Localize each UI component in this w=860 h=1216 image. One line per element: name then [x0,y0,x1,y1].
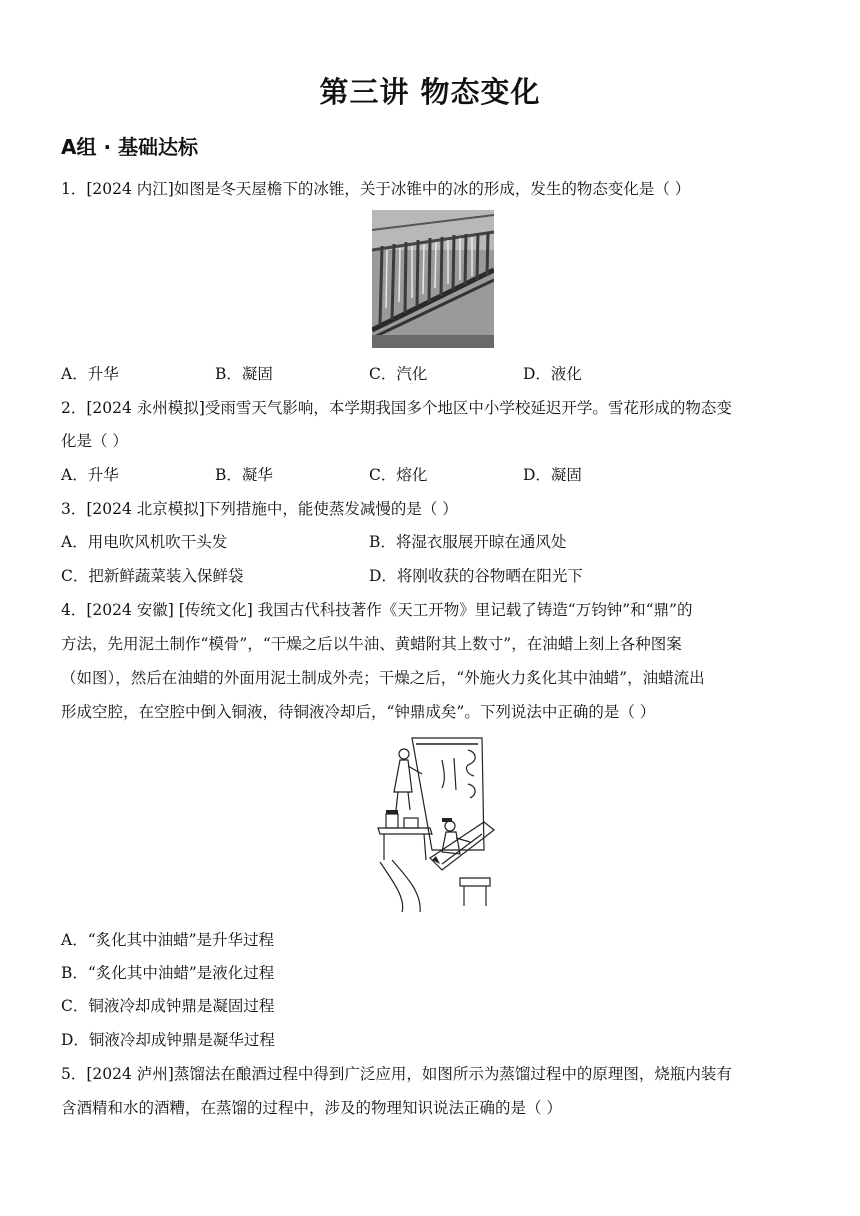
q4-stem-line-2: 方法，先用泥土制作“模骨”，“干燥之后以牛油、黄蜡附其上数寸”，在油蜡上刻上各种图案 [61,635,682,653]
q2-option-c[interactable]: C．熔化 [369,466,428,484]
q2-stem-line-2: 化是（ ） [61,432,128,450]
icicle-illustration [372,210,494,348]
q1-option-d[interactable]: D．液化 [523,365,582,383]
q4-option-d[interactable]: D．铜液冷却成钟鼎是凝华过程 [61,1031,275,1049]
q3-option-c[interactable]: C．把新鲜蔬菜装入保鲜袋 [61,567,244,585]
q3-option-d[interactable]: D．将刚收获的谷物晒在阳光下 [369,567,583,585]
q3-options-row-2 [61,564,801,588]
q3-stem: 3．[2024 北京模拟]下列措施中，能使蒸发减慢的是（ ） [61,500,458,518]
page-title: 第三讲 物态变化 [319,75,541,109]
q5-stem-line-2: 含酒精和水的酒糟，在蒸馏的过程中，涉及的物理知识说法正确的是（ ） [61,1099,562,1117]
q2-stem-line-1: 2．[2024 永州模拟]受雨雪天气影响，本学期我国多个地区中小学校延迟开学。雪花形成的物态变 [61,399,732,417]
q4-stem-line-1: 4．[2024 安徽] [传统文化] 我国古代科技著作《天工开物》里记载了铸造“万钧钟”和“鼎”的 [61,601,693,619]
q1-options [61,362,801,386]
q5-stem-line-1: 5．[2024 泸州]蒸馏法在酿酒过程中得到广泛应用，如图所示为蒸馏过程中的原理图，烧瓶内装有 [61,1065,732,1083]
q3-option-a[interactable]: A．用电吹风机吹干头发 [61,533,228,551]
q4-option-a[interactable]: A．“炙化其中油蜡”是升华过程 [61,931,275,949]
q1-stem: 1．[2024 内江]如图是冬天屋檐下的冰锥，关于冰锥中的冰的形成，发生的物态变化是（ ） [61,180,691,198]
q2-option-a[interactable]: A．升华 [61,466,119,484]
q1-option-b[interactable]: B．凝固 [215,365,273,383]
casting-drawing [372,730,496,914]
q3-option-b[interactable]: B．将湿衣服展开晾在通风处 [369,533,567,551]
q4-stem-line-3: （如图），然后在油蜡的外面用泥土制成外壳；干燥之后，“外施火力炙化其中油蜡”，油蜡流出 [61,669,705,687]
q2-options [61,463,801,487]
q2-option-b[interactable]: B．凝华 [215,466,273,484]
section-heading: A组 · 基础达标 [61,135,199,159]
q4-option-c[interactable]: C．铜液冷却成钟鼎是凝固过程 [61,997,275,1015]
q2-option-d[interactable]: D．凝固 [523,466,582,484]
q1-option-a[interactable]: A．升华 [61,365,119,383]
q4-stem-line-4: 形成空腔，在空腔中倒入铜液，待铜液冷却后，“钟鼎成矣”。下列说法中正确的是（ ） [61,703,656,721]
q4-option-b[interactable]: B．“炙化其中油蜡”是液化过程 [61,964,275,982]
q3-options-row-1 [61,530,801,554]
q1-option-c[interactable]: C．汽化 [369,365,428,383]
casting-illustration [372,730,496,914]
icicle-photo [372,210,494,348]
